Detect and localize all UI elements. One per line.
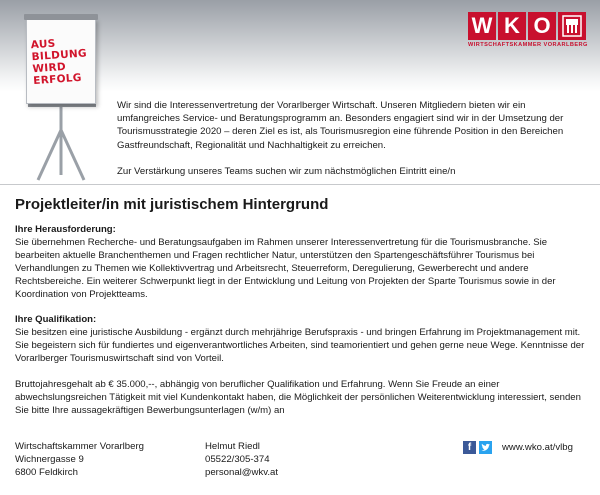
- org-name: Wirtschaftskammer Vorarlberg: [15, 441, 145, 452]
- job-description: [15, 224, 587, 418]
- logo-letter-w: W: [468, 12, 496, 40]
- intro-call-to-action: Zur Verstärkung unseres Teams suchen wir zum nächstmöglichen Eintritt eine/n: [117, 165, 456, 177]
- salary-block: [15, 379, 587, 418]
- coat-of-arms-icon: [558, 12, 586, 40]
- salary-text: Bruttojahresgehalt ab € 35.000,--, abhängig von beruflicher Qualifikation und Erfahrung. Wenn Sie Freude an einer abwechslungsreichen Tätigkeit mit viel Kundenkontakt haben, die Möglichkeit der persönlichen Weiterentwicklung interessiert, senden Sie bitte Ihre aussagekräftigen Bewerbungsunterlagen (w/m) an: [15, 378, 581, 416]
- slogan-line: WIRD: [32, 60, 67, 76]
- phone[interactable]: 05522/305-374: [205, 453, 270, 465]
- job-title: Projektleiter/in mit juristischem Hintergrund: [15, 196, 329, 213]
- qualification-text: Sie besitzen eine juristische Ausbildung - ergänzt durch mehrjährige Berufspraxis - und bringen Erfahrung im Projektmanagement mit. Sie begeistern sich für fundiertes und eigenverantwortliches Arbeiten, sind teamorientiert und gehen gerne neue Wege. Kenntnisse der Vorarlberger Tourismuswirtschaft sind von Vorteil.: [15, 327, 585, 365]
- street: Wichnergasse 9: [15, 453, 84, 465]
- challenge-heading: Ihre Herausforderung:: [15, 224, 116, 235]
- slogan-line: BILDUNG: [31, 47, 88, 64]
- logo-subtitle: WIRTSCHAFTSKAMMER VORARLBERG: [468, 42, 588, 48]
- address-block: [15, 441, 144, 480]
- social-icons: [463, 441, 492, 454]
- flipchart-graphic: [18, 10, 108, 185]
- flipchart-clip: [24, 14, 98, 20]
- qualification-heading: Ihre Qualifikation:: [15, 314, 97, 326]
- slogan-line: AUS: [30, 37, 56, 52]
- contact-block: [205, 441, 278, 480]
- contact-name: Helmut Riedl: [205, 441, 260, 452]
- divider: [0, 184, 600, 185]
- intro-paragraph: Wir sind die Interessenvertretung der Vorarlberger Wirtschaft. Unseren Mitgliedern bieten wir ein umfangreiches Service- und Beratungsprogramm an. Besonders engagiert sind wir in der Umsetzung der Tourismusstrategie 2020 – deren Ziel es ist, als Tourismusregion eine führende Position in den Bereichen Gastfreundschaft, Regionalität und Nachhaltigkeit zu erreichen.: [117, 100, 564, 151]
- qualification-block: [15, 314, 587, 366]
- logo-letter-k: K: [498, 12, 526, 40]
- slogan-line: ERFOLG: [32, 71, 83, 88]
- intro-section: [117, 99, 587, 178]
- logo-letter-o: O: [528, 12, 556, 40]
- email-link[interactable]: personal@wkv.at: [205, 466, 279, 478]
- twitter-icon[interactable]: [479, 441, 492, 454]
- logo-boxes: [468, 12, 588, 40]
- wko-logo[interactable]: [468, 12, 588, 48]
- city: 6800 Feldkirch: [15, 466, 78, 478]
- challenge-text: Sie übernehmen Recherche- und Beratungsaufgaben im Rahmen unserer Interessenvertretung für die Tourismusbranche. Sie bearbeiten aktuelle Branchenthemen und Fragen rechtlicher Natur, unterstützen den Spartengeschäftsführer Tourismus bei Verhandlungen zu Themen wie Kollektivvertrag und Arbeitsrecht, Steuerreform, Deregulierung, Gewerberecht und andere Rechtsbereiche. Ein weiterer Schwerpunkt liegt in der Entwicklung und Leitung von Projekten der Sparte Tourismus sowie in der Koordination von Projektteams.: [15, 236, 556, 300]
- website-link[interactable]: www.wko.at/vlbg: [502, 442, 573, 453]
- facebook-icon[interactable]: f: [463, 441, 476, 454]
- flipchart-slogan: [30, 35, 97, 87]
- challenge-block: [15, 224, 587, 301]
